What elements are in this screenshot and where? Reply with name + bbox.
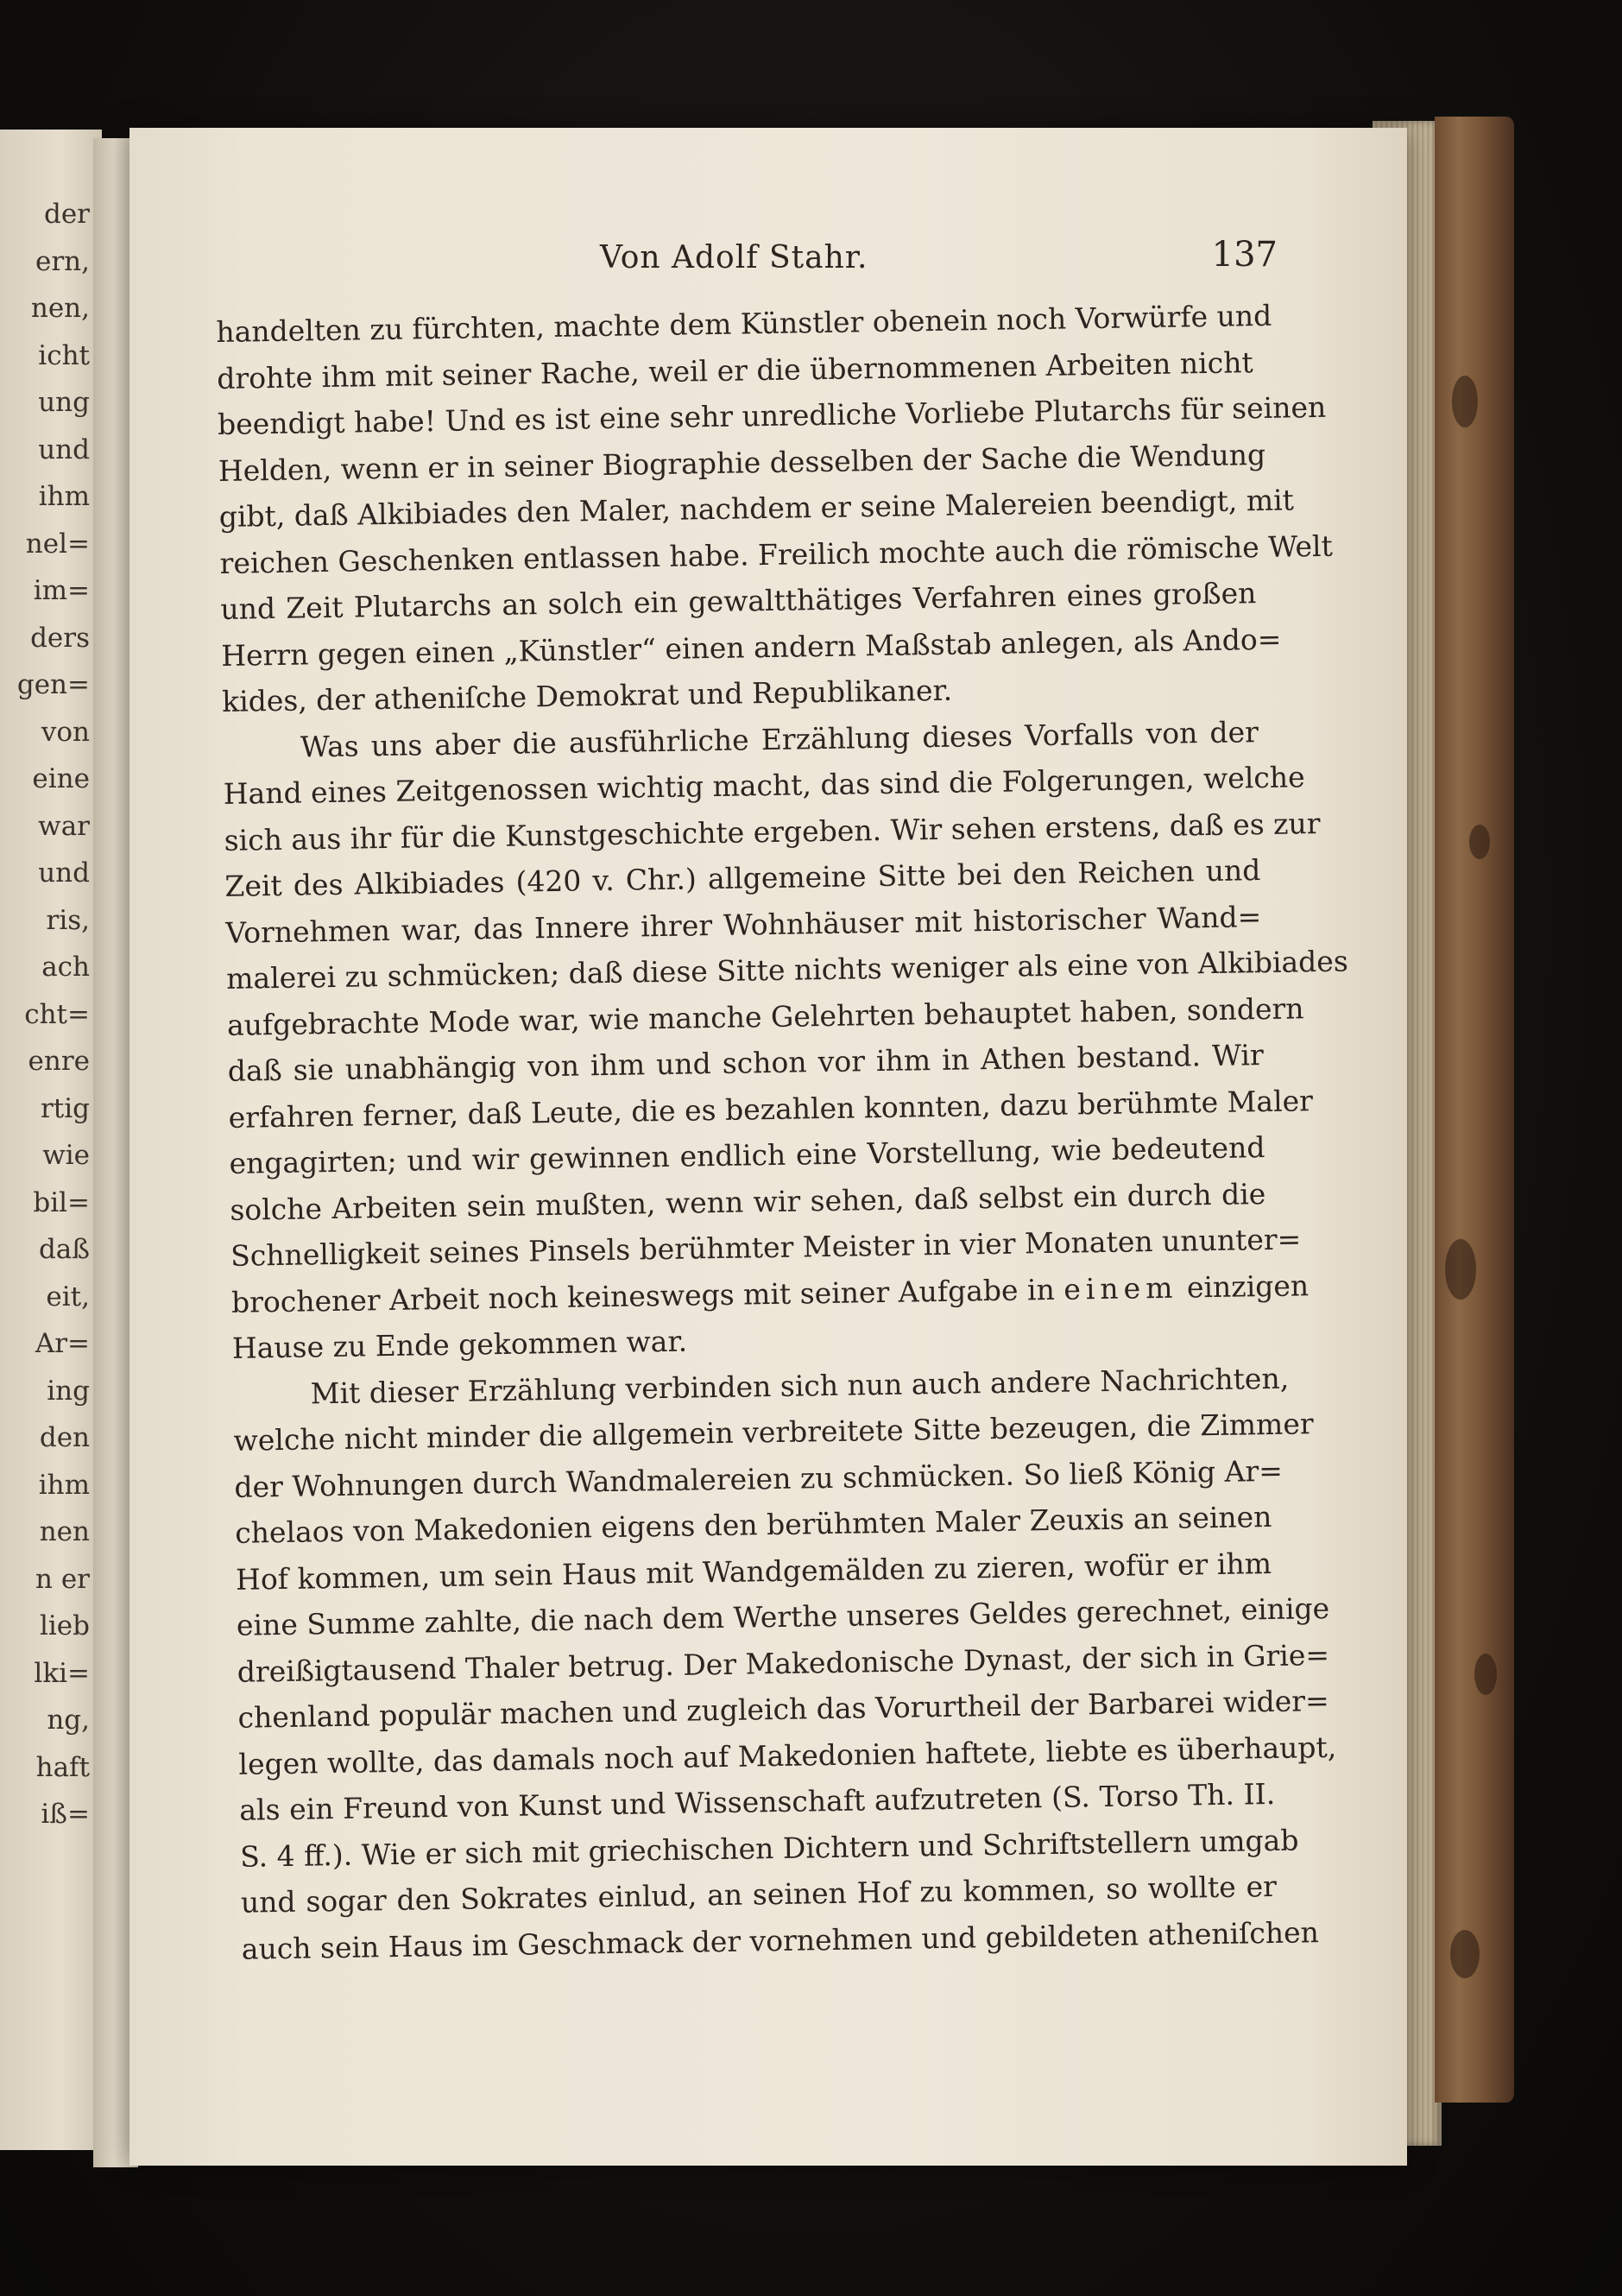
- left-page-fragment: eit,: [46, 1281, 90, 1312]
- left-page-fragment: ern,: [35, 245, 90, 277]
- left-page-fragment: den: [39, 1422, 90, 1453]
- left-page-fragment: bil=: [33, 1186, 90, 1218]
- page-header: [216, 235, 1278, 292]
- left-page-fragment: und: [38, 433, 90, 465]
- text-line: brochener Arbeit noch keineswegs mit seiner Aufgabe in einem einzigen: [230, 1268, 1310, 1319]
- text-line: Helden, wenn er in seiner Biographie desselben der Sache die Wendung: [218, 437, 1266, 488]
- left-page-fragment: nen: [39, 1516, 90, 1547]
- text-line: malerei zu schmücken; daß diese Sitte nichts weniger als eine von Alkibiades: [225, 944, 1349, 996]
- page-number: 137: [1211, 235, 1278, 275]
- body-text: [216, 293, 1349, 1972]
- left-page-fragment: war: [38, 810, 90, 842]
- left-page-fragment: iß=: [41, 1799, 90, 1830]
- text-line: dreißigtausend Thaler betrug. Der Makedonische Dynast, der sich in Grie=: [237, 1637, 1330, 1689]
- left-facing-page: [0, 130, 102, 2150]
- page-content: [216, 235, 1349, 1972]
- left-page-fragment: ihm: [38, 1469, 90, 1501]
- text-line: kides, der atheniſche Demokrat und Republikaner.: [221, 673, 953, 718]
- text-line: beendigt habe! Und es ist eine sehr unredliche Vorliebe Plutarchs für seinen: [217, 389, 1327, 441]
- left-page-fragment: und: [38, 857, 90, 889]
- text-line: Hause zu Ende gekommen war.: [231, 1324, 688, 1365]
- text-line: chelaos von Makedonien eigens den berühmten Maler Zeuxis an seinen: [234, 1499, 1272, 1550]
- text-line: Mit dieser Erzählung verbinden sich nun auch andere Nachrichten,: [310, 1361, 1290, 1410]
- text-line: Vornehmen war, das Innere ihrer Wohnhäuser mit historischer Wand=: [225, 899, 1262, 950]
- left-page-fragment: ders: [30, 622, 90, 654]
- left-page-fragment: ihm: [38, 481, 90, 512]
- text-line: S. 4 ff.). Wie er sich mit griechischen Dichtern und Schriftstellern umgab: [239, 1823, 1299, 1874]
- text-line: Was uns aber die ausführliche Erzählung dieses Vorfalls von der: [300, 714, 1259, 764]
- left-page-fragment: lki=: [34, 1657, 90, 1689]
- left-page-fragment: ris,: [46, 904, 90, 936]
- left-page-fragment: haft: [35, 1751, 90, 1783]
- text-line: der Wohnungen durch Wandmalereien zu schmücken. So ließ König Ar=: [234, 1453, 1284, 1504]
- text-line: legen wollte, das damals noch auf Makedonien haftete, liebte es überhaupt,: [238, 1730, 1337, 1781]
- text-line: und Zeit Plutarchs an solch ein gewaltthätiges Verfahren eines großen: [220, 576, 1257, 626]
- text-line: gibt, daß Alkibiades den Maler, nachdem er seine Malereien beendigt, mit: [218, 483, 1295, 534]
- running-head: Von Adolf Stahr.: [600, 240, 868, 275]
- text-line: chenland populär machen und zugleich das Vorurtheil der Barbarei wider=: [237, 1683, 1329, 1735]
- text-line: drohte ihm mit seiner Rache, weil er die übernommenen Arbeiten nicht: [216, 345, 1253, 395]
- text-line: Zeit des Alkibiades (420 v. Chr.) allgemeine Sitte bei den Reichen und: [224, 853, 1261, 903]
- left-page-fragment: ung: [38, 387, 90, 418]
- text-line: erfahren ferner, daß Leute, die es bezahlen konnten, dazu berühmte Maler: [228, 1083, 1314, 1135]
- left-page-fragment: rtig: [40, 1092, 90, 1124]
- left-page-fragment: eine: [32, 763, 90, 794]
- text-line: Hand eines Zeitgenossen wichtig macht, das sind die Folgerungen, welche: [223, 760, 1305, 811]
- left-page-fragment: n er: [35, 1563, 90, 1595]
- emphasized-word: einem: [1063, 1270, 1178, 1306]
- text-line: handelten zu fürchten, machte dem Künstler obenein noch Vorwürfe und: [216, 298, 1272, 349]
- text-line: als ein Freund von Kunst und Wissenschaft aufzutreten (S. Torso Th. II.: [239, 1776, 1276, 1827]
- text-line: Herrn gegen einen „Künstler“ einen andern Maßstab anlegen, als Ando=: [220, 622, 1282, 673]
- text-line: Hof kommen, um sein Haus mit Wandgemälden zu zieren, wofür er ihm: [235, 1546, 1272, 1597]
- left-page-fragment: daß: [38, 1234, 90, 1265]
- text-line: sich aus ihr für die Kunstgeschichte ergeben. Wir sehen erstens, daß es zur: [224, 806, 1321, 857]
- left-page-fragment: ing: [47, 1375, 90, 1407]
- left-page-fragment: nen,: [30, 293, 90, 324]
- left-page-fragment: ng,: [47, 1705, 90, 1736]
- left-page-fragment: icht: [38, 339, 90, 371]
- text-line: welche nicht minder die allgemein verbreitete Sitte bezeugen, die Zimmer: [233, 1407, 1314, 1458]
- leather-binding: [1435, 117, 1514, 2103]
- book-page: [129, 128, 1407, 2166]
- left-page-fragment: nel=: [25, 528, 90, 560]
- left-page-fragment: ach: [41, 952, 90, 983]
- text-line: Schnelligkeit seines Pinsels berühmter Meister in vier Monaten ununter=: [230, 1222, 1302, 1273]
- left-page-fragment: gen=: [16, 669, 90, 700]
- text-line: daß sie unabhängig von ihm und schon vor ihm in Athen bestand. Wir: [227, 1038, 1265, 1088]
- left-page-fragment: der: [43, 199, 90, 230]
- left-page-fragment: cht=: [24, 998, 90, 1030]
- left-page-fragment: lieb: [39, 1610, 90, 1641]
- text-line: und sogar den Sokrates einlud, an seinen Hof zu kommen, so wollte er: [240, 1869, 1278, 1920]
- left-page-fragment: im=: [33, 575, 90, 606]
- left-page-fragment: wie: [42, 1140, 90, 1171]
- left-page-fragment: Ar=: [35, 1328, 90, 1359]
- text-line: auch sein Haus im Geschmack der vornehmen und gebildeten atheniſchen: [241, 1914, 1320, 1966]
- text-line: reichen Geschenken entlassen habe. Freilich mochte auch die römische Welt: [219, 528, 1334, 580]
- text-line: engagirten; und wir gewinnen endlich eine Vorstellung, wie bedeutend: [229, 1130, 1265, 1180]
- text-line: solche Arbeiten sein mußten, wenn wir sehen, daß selbst ein durch die: [230, 1176, 1266, 1227]
- left-page-fragment: enre: [28, 1046, 90, 1077]
- left-page-fragment: von: [41, 716, 90, 748]
- text-line: eine Summe zahlte, die nach dem Werthe unseres Geldes gerechnet, einige: [236, 1591, 1330, 1642]
- text-line: aufgebrachte Mode war, wie manche Gelehrten behauptet haben, sondern: [226, 990, 1304, 1042]
